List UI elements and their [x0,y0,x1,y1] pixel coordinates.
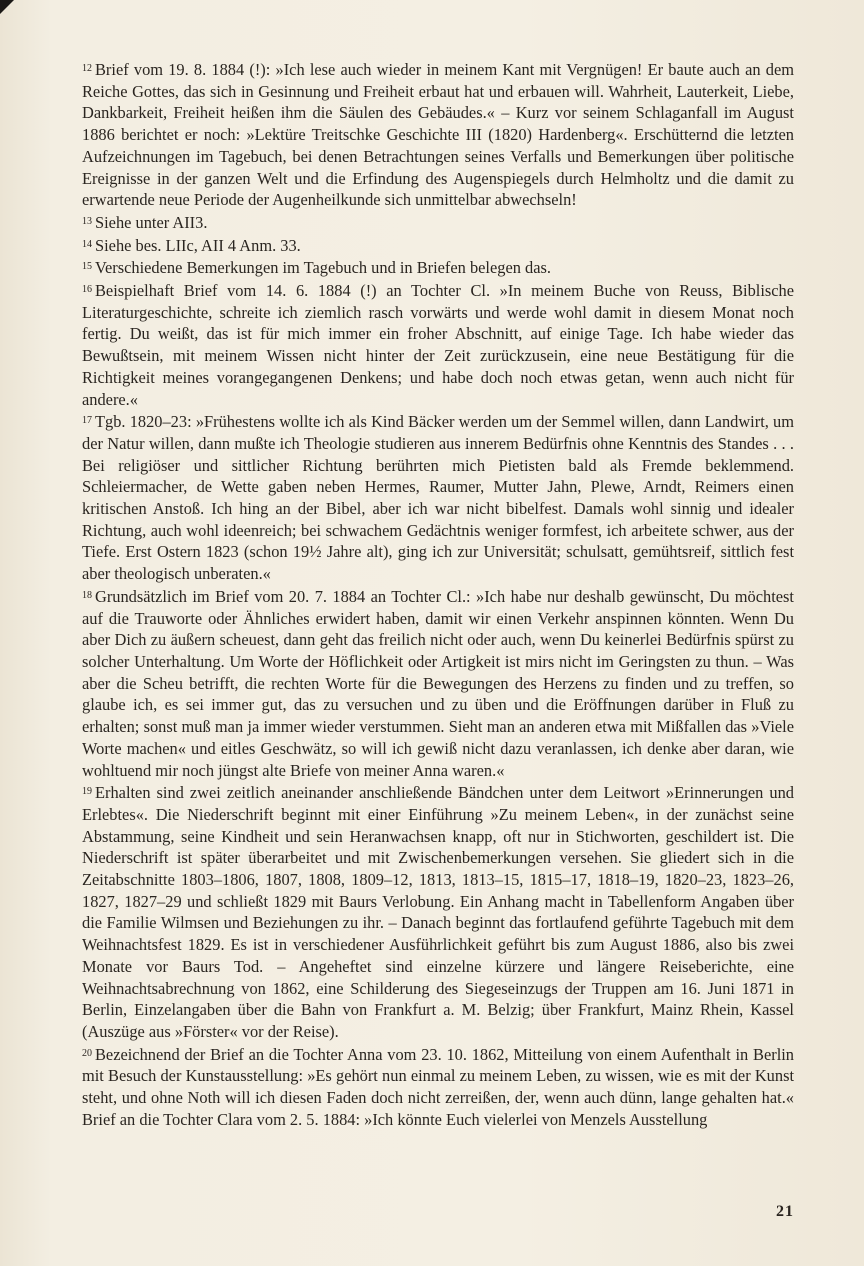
note-text: Bezeichnend der Brief an die Tochter Anna vom 23. 10. 1862, Mitteilung von einem Aufenthalt in Berlin mit Besuch der Kunstausstellung: »Es gehört nun einmal zu meinem Leben, zu wissen, wie es mit der Kunst steht, und ohne Noth will ich diesen Faden doch nicht zerreißen, der, wenn auch dünn, lange gehalten hat.« Brief an die Tochter Clara vom 2. 5. 1884: »Ich könnte Euch vielerlei von Menzels Ausstellung [82,1044,794,1129]
note-20 [82,1043,794,1131]
note-number: 16 [82,284,92,296]
note-number: 20 [82,1047,92,1059]
endnotes-block [82,58,794,1130]
note-13 [82,211,794,234]
note-text: Tgb. 1820–23: »Frühestens wollte ich als Kind Bäcker werden um der Semmel willen, dann Landwirt, um der Natur willen, dann mußte ich Theologie studieren aus innerem Bedürfnis ohne Kenntnis des Standes . . . Bei religiöser und sittlicher Richtung berührten mich Pietisten bald als Fremde beklemmend. Schleiermacher, de Wette gaben neben Hermes, Raumer, Mutter Jahn, Plewe, Arndt, Reimers einen kritischen Anstoß. Ich hing an der Bibel, aber ich war nicht bibelfest. Damals wohl sinnig und idealer Richtung, auch wohl ideenreich; bei schwachem Gedächtnis weniger formfest, ich arbeitete schwer, aus der Tiefe. Erst Ostern 1823 (schon 19½ Jahre alt), ging ich zur Universität; schulsatt, gemühtsreif, sittlich fest aber theologisch unberaten.« [82,412,794,584]
note-number: 12 [82,63,92,74]
note-19 [82,781,794,1042]
note-17 [82,410,794,585]
note-text: Beispielhaft Brief vom 14. 6. 1884 (!) an Tochter Cl. »In meinem Buche von Reuss, Biblische Literaturgeschichte, schreite ich ziemlich rasch vorwärts und werde wohl damit in diesem Monat noch fertig. Du weißt, das ist für mich immer ein froher Abschnitt, auf einige Tage. Ich habe wieder das Bewußtsein, mit meinem Wissen nicht hinter der Zeit zurückzusein, eine neue Bestätigung für die Richtigkeit meines vorangegangenen Denkens; und habe doch noch etwas getan, wenn auch nicht für andere.« [82,281,794,409]
note-text: Erhalten sind zwei zeitlich aneinander anschließende Bändchen unter dem Leitwort »Erinnerungen und Erlebtes«. Die Niederschrift beginnt mit einer Einführung »Zu meinem Leben«, in der zunächst seine Abstammung, seine Kindheit und sein Heranwachsen knapp, oft nur in Stichworten, geschildert ist. Die Niederschrift ist später überarbeitet und mit Zwischenbemerkungen versehen. Sie gliedert sich in die Zeitabschnitte 1803–1806, 1807, 1808, 1809–12, 1813, 1813–15, 1815–17, 1818–19, 1820–23, 1823–26, 1827, 1827–29 und schließt 1829 mit Baurs Verlobung. Ein Anhang macht in Tabellenform Angaben über die Familie Wilmsen und Beziehungen zu ihr. – Danach beginnt das fortlaufend geführte Tagebuch mit dem Weihnachtsfest 1829. Es ist in verschiedener Ausführlichkeit geführt bis zum August 1886, also bis zwei Monate vor Baurs Tod. – Angeheftet sind einzelne kürzere und längere Reiseberichte, eine Weihnachtsabrechnung von 1862, eine Schilderung des Siegeseinzugs der Truppen am 16. Juni 1871 in Berlin, Einzelangaben über die Bahn von Frankfurt a. M. Belzig; über Frankfurt, Mainz Rhein, Kassel (Auszüge aus »Förster« vor der Reise). [82,783,794,1041]
note-number: 17 [82,415,92,427]
note-12 [82,58,794,211]
note-text: Verschiedene Bemerkungen im Tagebuch und in Briefen belegen das. [95,258,551,278]
page-number: 21 [776,1203,794,1220]
note-number: 19 [82,786,92,798]
note-15 [82,256,794,279]
note-14 [82,234,794,257]
note-number: 15 [82,261,92,273]
note-number: 13 [82,215,92,227]
note-text: Grundsätzlich im Brief vom 20. 7. 1884 an Tochter Cl.: »Ich habe nur deshalb gewünscht, Du möchtest auf die Trauworte oder Ähnliches erwidert haben, damit wir einen Verkehr anspinnen könnten. Wenn Du aber Dich zu äußern scheuest, dann geht das freilich nicht oder auch, wenn Du keinerlei Bedürfnis spürst zu solcher Unterhaltung. Um Worte der Höflichkeit oder Artigkeit ist mirs nicht im Geringsten zu thun. – Was aber die Scheu betrifft, die rechten Worte für die Bewegungen des Herzens zu finden und zu treffen, so glaube ich, es sei immer gut, das zu versuchen und zu üben und die Eröffnungen darüber in Fluß zu erhalten; sonst muß man ja immer wieder verstummen. Sieht man an anderen etwa mit Mißfallen das »Viele Worte machen« und eitles Geschwätz, so will ich gewiß nicht dazu veranlassen, ich denke aber daran, wie wohltuend mir noch jüngst alte Briefe von meiner Anna waren.« [82,586,794,780]
scan-corner-shadow [0,0,14,14]
note-text: Siehe bes. LIIc, AII 4 Anm. 33. [95,235,301,255]
note-18 [82,585,794,781]
note-number: 18 [82,589,92,601]
note-text: Siehe unter AII3. [95,212,208,232]
note-16 [82,279,794,410]
note-text: Brief vom 19. 8. 1884 (!): »Ich lese auch wieder in meinem Kant mit Vergnügen! Er baute auch an dem Reiche Gottes, das sich in Gesinnung und Freiheit erbaut hat und erbauen will. Wahrheit, Lauterkeit, Liebe, Dankbarkeit, Freiheit heißen ihm die Säulen des Gebäudes.« – Kurz vor seinem Schlaganfall im August 1886 berichtet er noch: »Lektüre Treitschke Geschichte III (1820) Hardenberg«. Erschütternd die letzten Aufzeichnungen im Tagebuch, bei denen Betrachtungen seines Verfalls und Bemerkungen über politische Ereignisse in der ganzen Welt und die Erfindung des Augenspiegels durch Helmholtz und die damit zu erwartende neue Periode der Augenheilkunde sich unmittelbar abwechseln! [82,60,794,210]
note-number: 14 [82,238,92,250]
